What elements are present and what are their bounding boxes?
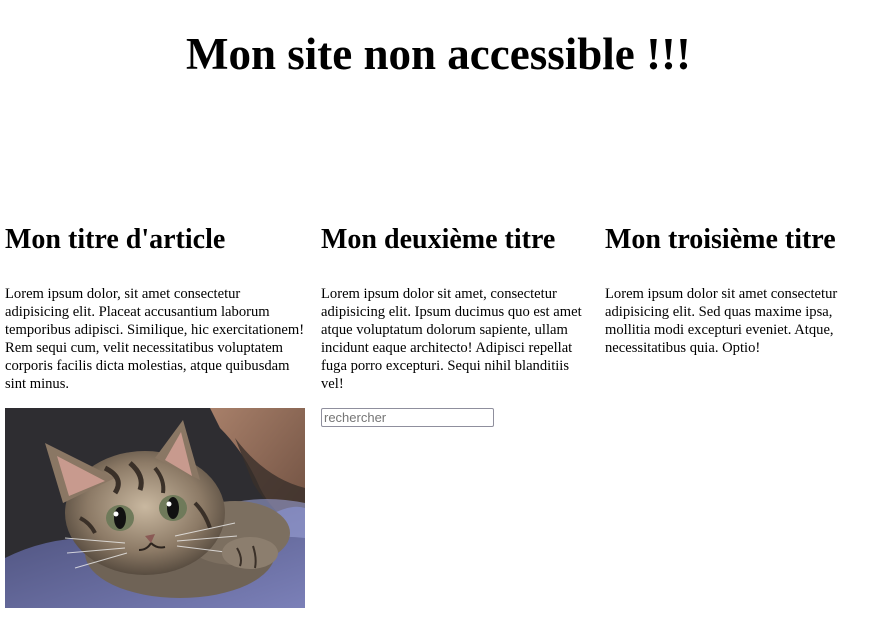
page-title: Mon site non accessible !!! [186,29,691,79]
article-3-body: Lorem ipsum dolor sit amet consectetur adipisicing elit. Sed quas maxime ipsa, mollitia modi excepturi eveniet. Atque, necessitatibus quia. Optio! [605,286,838,356]
kitten-photo [5,408,305,608]
article-3 [605,222,871,357]
article-1 [5,222,307,393]
article-2-body: Lorem ipsum dolor sit amet, consectetur adipisicing elit. Ipsum ducimus quo est amet atque voluptatum dolorum sapiente, ullam incidunt eaque architecto! Adipisci repellat fuga porro excepturi. Sequi nihil blanditiis vel! [321,286,582,392]
article-3-title: Mon troisième titre [605,224,836,255]
kitten-illustration [5,408,305,608]
search-input[interactable] [321,408,494,427]
article-2-title: Mon deuxième titre [321,224,556,255]
article-1-body: Lorem ipsum dolor, sit amet consectetur adipisicing elit. Placeat accusantium laborum temporibus adipisci. Similique, hic exercitationem! Rem sequi cum, velit necessitatibus voluptatem corporis facilis dicta molestias, atque quibusdam sint minus. [5,286,305,392]
article-1-title: Mon titre d'article [5,224,226,255]
article-2 [321,222,593,393]
